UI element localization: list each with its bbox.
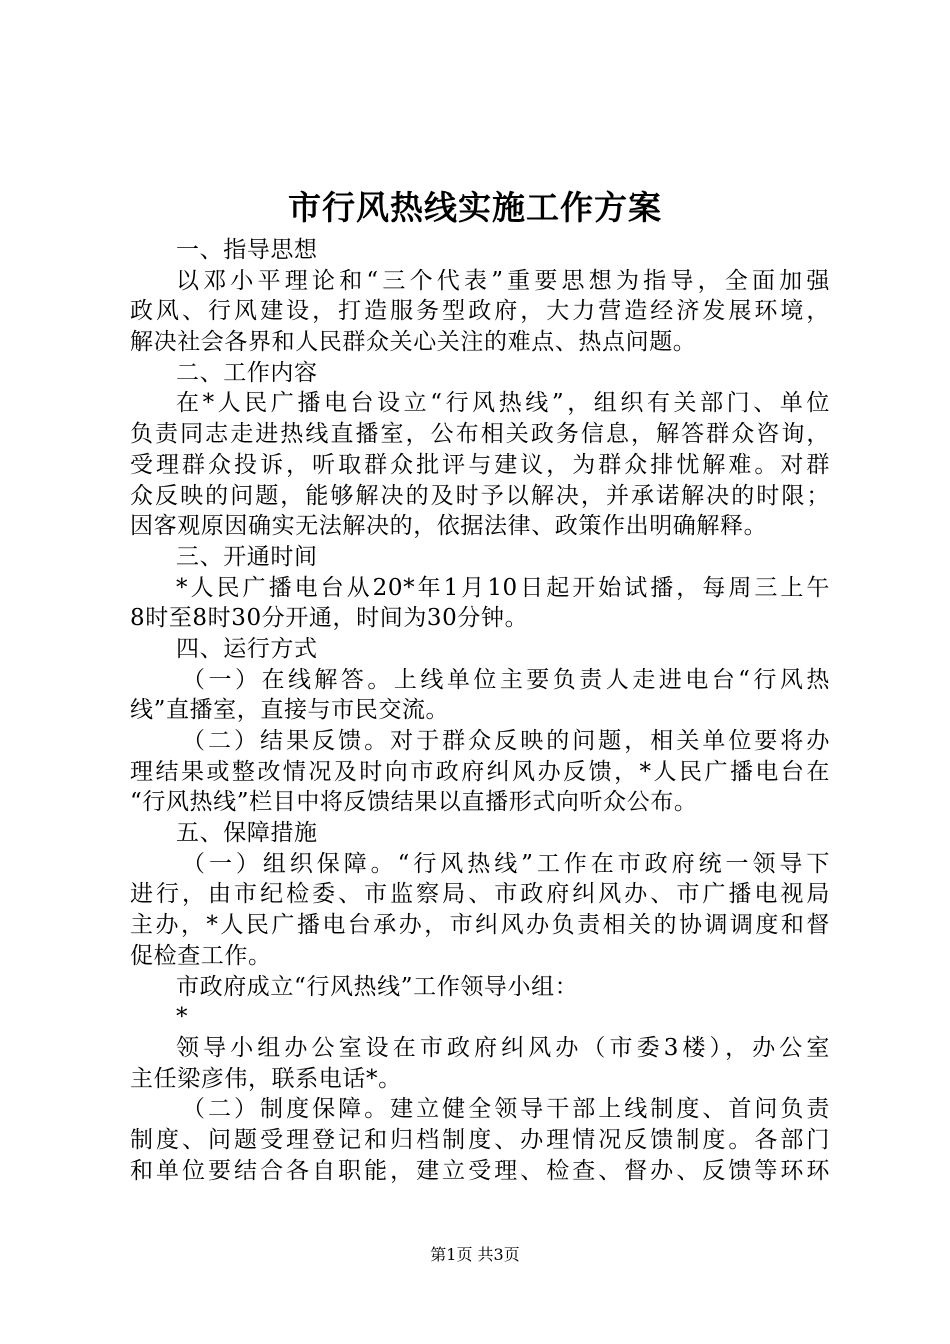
- paragraph-line: 主办，*人民广播电台承办，市纠风办负责相关的协调调度和督: [130, 912, 830, 939]
- paragraph-line: 负责同志走进热线直播室，公布相关政务信息，解答群众咨询，: [130, 421, 830, 448]
- paragraph-line: 线”直播室，直接与市民交流。: [130, 697, 450, 724]
- paragraph-line: 因客观原因确实无法解决的，依据法律、政策作出明确解释。: [130, 513, 768, 540]
- paragraph-line: *人民广播电台从20*年1月10日起开始试播，每周三上午: [176, 574, 830, 601]
- paragraph-line: 众反映的问题，能够解决的及时予以解决，并承诺解决的时限；: [130, 482, 830, 509]
- paragraph-line: （一）在线解答。上线单位主要负责人走进电台“行风热: [182, 666, 830, 693]
- paragraph-line: （二）结果反馈。对于群众反映的问题，相关单位要将办: [182, 728, 830, 754]
- document-title: 市行风热线实施工作方案: [288, 188, 662, 227]
- paragraph-line: 市政府成立“行风热线”工作领导小组：: [176, 973, 579, 1000]
- document-body: [130, 235, 830, 1186]
- paragraph-line: 和单位要结合各自职能，建立受理、检查、督办、反馈等环环: [130, 1157, 830, 1184]
- paragraph-line: 进行，由市纪检委、市监察局、市政府纠风办、市广播电视局: [130, 881, 830, 908]
- paragraph-line: 在*人民广播电台设立“行风热线”，组织有关部门、单位: [176, 390, 830, 417]
- paragraph-line: 领导小组办公室设在市政府纠风办（市委3楼），办公室: [176, 1034, 830, 1061]
- section-heading-operation-mode: 四、运行方式: [176, 635, 318, 662]
- paragraph-line: *: [176, 1004, 189, 1031]
- paragraph-line: （二）制度保障。建立健全领导干部上线制度、首问负责: [182, 1096, 830, 1123]
- page-number-footer: 第1页 共3页: [430, 1245, 520, 1264]
- section-heading-opening-time: 三、开通时间: [176, 543, 318, 570]
- paragraph-line: 解决社会各界和人民群众关心关注的难点、热点问题。: [130, 329, 697, 356]
- section-heading-guiding-ideology: 一、指导思想: [176, 237, 318, 263]
- paragraph-line: （一）组织保障。“行风热线”工作在市政府统一领导下: [182, 850, 830, 877]
- paragraph-line: 以邓小平理论和“三个代表”重要思想为指导，全面加强: [176, 267, 830, 294]
- paragraph-line: 理结果或整改情况及时向市政府纠风办反馈，*人民广播电台在: [130, 758, 830, 785]
- paragraph-line: 主任梁彦伟，联系电话*。: [130, 1065, 402, 1092]
- paragraph-line: 促检查工作。: [130, 942, 272, 969]
- paragraph-line: “行风热线”栏目中将反馈结果以直播形式向听众公布。: [130, 789, 698, 816]
- paragraph-line: 制度、问题受理登记和归档制度、办理情况反馈制度。各部门: [130, 1126, 830, 1153]
- paragraph-line: 政风、行风建设，打造服务型政府，大力营造经济发展环境，: [130, 298, 830, 325]
- section-heading-work-content: 二、工作内容: [176, 359, 318, 386]
- paragraph-line: 受理群众投诉，听取群众批评与建议，为群众排忧解难。对群: [130, 451, 830, 478]
- section-heading-safeguards: 五、保障措施: [176, 820, 318, 847]
- paragraph-line: 8时至8时30分开通，时间为30分钟。: [130, 605, 529, 632]
